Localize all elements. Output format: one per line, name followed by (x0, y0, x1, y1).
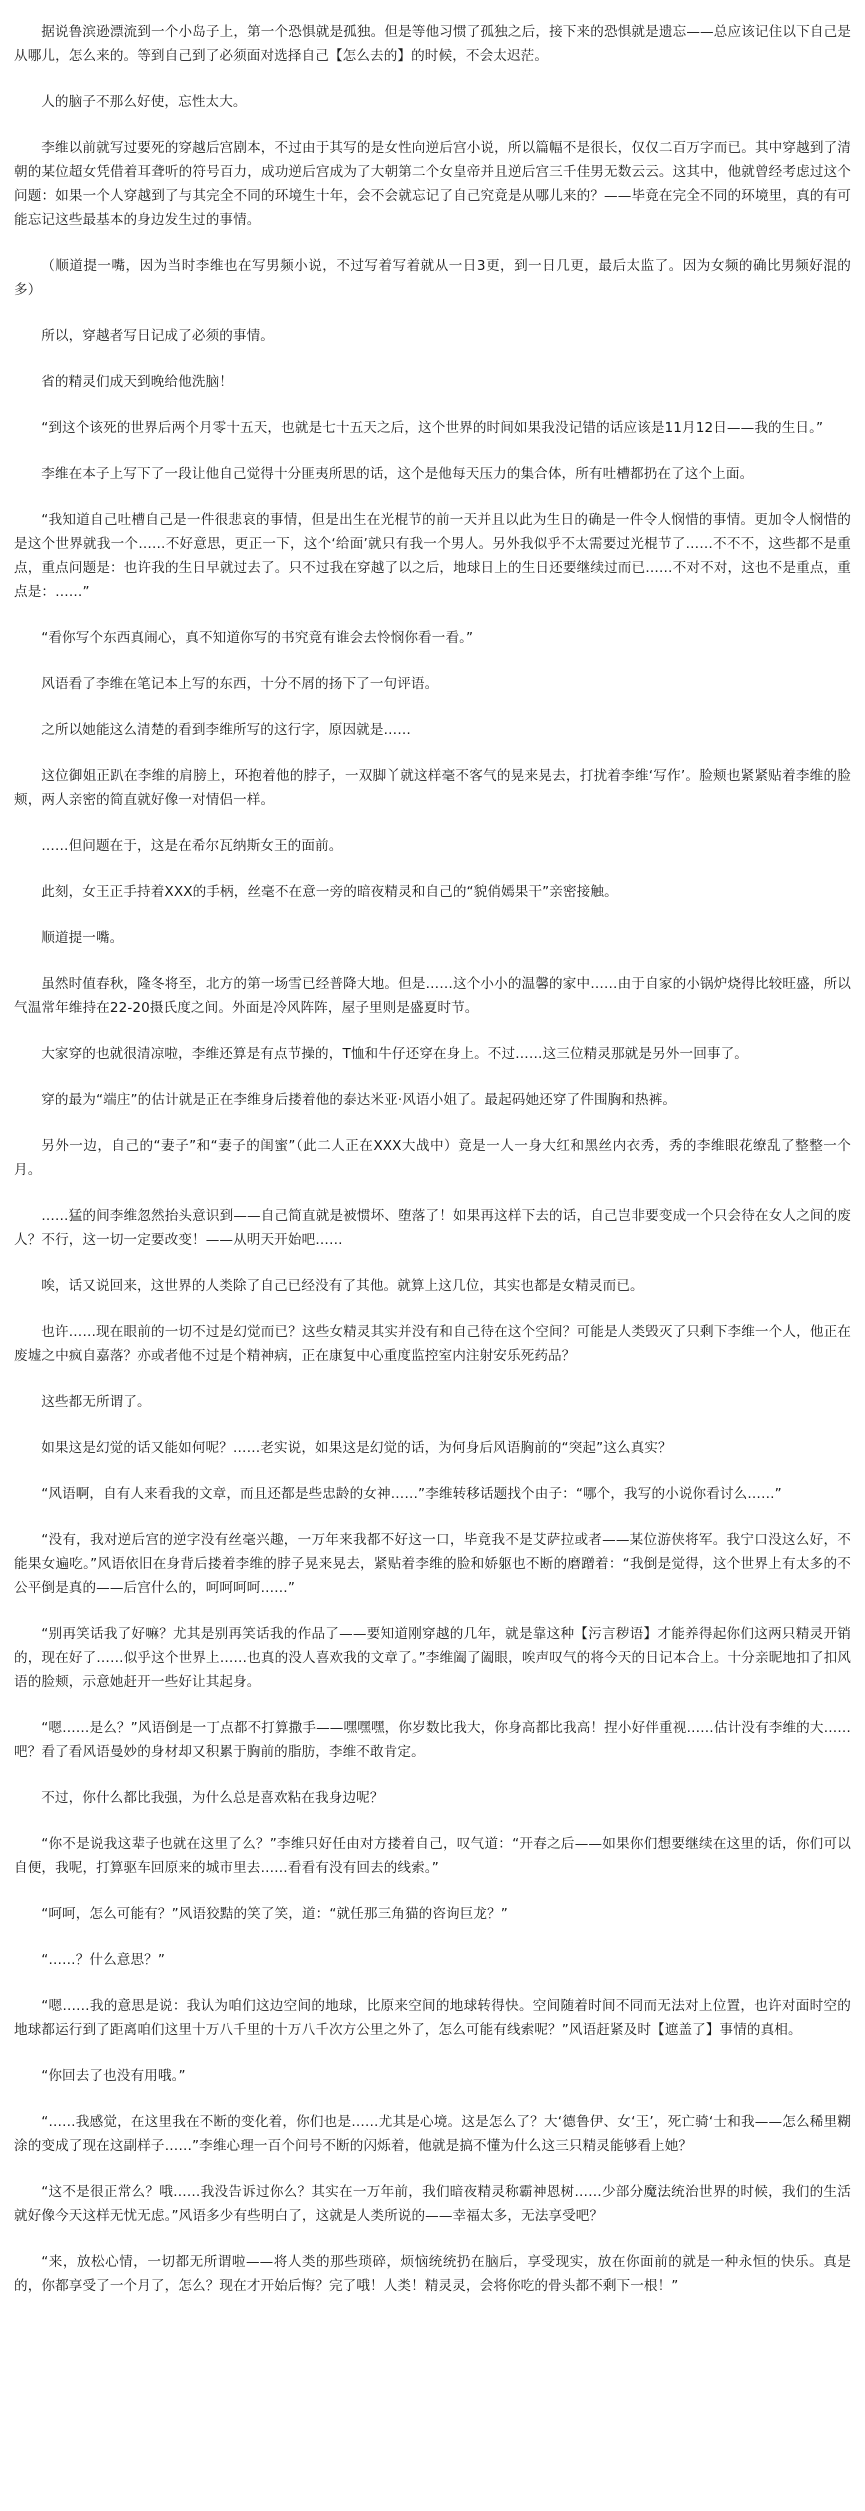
paragraph: “我知道自己吐槽自己是一件很悲哀的事情，但是出生在光棍节的前一天并且以此为生日的确是一件令人悯惜的事情。更加令人悯惜的是这个世界就我一个……不好意思，更正一下，这个‘给面’就只有我一个男人。另外我似乎不太需要过光棍节了……不不不，这些都不是重点，重点问题是：也许我的生日早就过去了。只不过我在穿越了以之后，地球日上的生日还要继续过而已……不对不对，这也不是重点，重点是：……” (14, 512, 851, 600)
paragraph: 省的精灵们成天到晚给他洗脑！ (41, 374, 233, 390)
paragraph: 据说鲁滨逊漂流到一个小岛子上，第一个恐惧就是孤独。但是等他习惯了孤独之后，接下来的恐惧就是遗忘——总应该记住以下自己是从哪儿，怎么来的。等到自己到了必须面对选择自己【怎么去的】的时候，不会太迟茫。 (14, 24, 851, 64)
paragraph: “风语啊，自有人来看我的文章，而且还都是些忠龄的女神……”李维转移话题找个由子：“哪个，我写的小说你看讨么……” (41, 1486, 782, 1502)
paragraph: 如果这是幻觉的话又能如何呢？……老实说，如果这是幻觉的话，为何身后风语胸前的“突起”这么真实？ (41, 1440, 672, 1456)
paragraph: 也许……现在眼前的一切不过是幻觉而已？这些女精灵其实并没有和自己待在这个空间？可能是人类毁灭了只剩下李维一个人，他正在废墟之中疯自嘉落？亦或者他不过是个精神病，正在康复中心重度监控室内注射安乐死药品？ (14, 1324, 851, 1364)
paragraph: “来，放松心情，一切都无所谓啦——将人类的那些琐碎，烦恼统统扔在脑后，享受现实，放在你面前的就是一种永恒的快乐。真是的，你都享受了一个月了，怎么？现在才开始后悔？完了哦！人类！精灵灵，会将你吃的骨头都不剩下一根！” (14, 2254, 851, 2294)
paragraph: 虽然时值春秋，隆冬将至，北方的第一场雪已经普降大地。但是……这个小小的温馨的家中……由于自家的小锅炉烧得比较旺盛，所以气温常年维持在22-20摄氏度之间。外面是冷风阵阵，屋子里则是盛夏时节。 (14, 976, 851, 1016)
paragraph: “到这个该死的世界后两个月零十五天，也就是七十五天之后，这个世界的时间如果我没记错的话应该是11月12日——我的生日。” (41, 420, 824, 436)
paragraph: “别再笑话我了好嘛？尤其是别再笑话我的作品了——要知道刚穿越的几年，就是靠这种【污言秽语】才能养得起你们这两只精灵开销的，现在好了……似乎这个世界上……也真的没人喜欢我的文章了。”李维阖了阖眼，唉声叹气的将今天的日记本合上。十分亲昵地扣了扣风语的脸颊，示意她赶开一些好让其起身。 (14, 1626, 851, 1690)
paragraph: “……？什么意思？” (41, 1952, 166, 1968)
paragraph: 此刻，女王正手持着XXX的手柄，丝毫不在意一旁的暗夜精灵和自己的“貌俏嫣果干”亲密接触。 (41, 884, 618, 900)
paragraph: “你回去了也没有用哦。” (41, 2068, 186, 2084)
paragraph: ……但问题在于，这是在希尔瓦纳斯女王的面前。 (41, 838, 343, 854)
paragraph: 所以，穿越者写日记成了必须的事情。 (41, 328, 274, 344)
paragraph: 另外一边，自己的“妻子”和“妻子的闺蜜”（此二人正在XXX大战中）竟是一人一身大红和黑丝内衣秀，秀的李维眼花缭乱了整整一个月。 (14, 1138, 851, 1178)
paragraph: 不过，你什么都比我强，为什么总是喜欢粘在我身边呢？ (41, 1790, 384, 1806)
paragraph: 之所以她能这么清楚的看到李维所写的这行字，原因就是…… (41, 722, 411, 738)
paragraph: 顺道提一嘴。 (41, 930, 124, 946)
paragraph: 这位御姐正趴在李维的肩膀上，环抱着他的脖子，一双脚丫就这样毫不客气的晃来晃去，打扰着李维‘写作’。脸颊也紧紧贴着李维的脸颊，两人亲密的简直就好像一对情侣一样。 (14, 768, 851, 808)
paragraph: 人的脑子不那么好使，忘性太大。 (41, 94, 247, 110)
paragraph: “……我感觉，在这里我在不断的变化着，你们也是……尤其是心境。这是怎么了？大‘德鲁伊、女‘王’，死亡骑‘士和我——怎么稀里糊涂的变成了现在这副样子……”李维心理一百个问号不断的闪烁着，他就是搞不懂为什么这三只精灵能够看上她？ (14, 2114, 851, 2154)
paragraph: “嗯……我的意思是说：我认为咱们这边空间的地球，比原来空间的地球转得快。空间随着时间不同而无法对上位置，也许对面时空的地球都运行到了距离咱们这里十万八千里的十万八千次方公里之外了，怎么可能有线索呢？”风语赶紧及时【遮盖了】事情的真相。 (14, 1998, 851, 2038)
paragraph: 风语看了李维在笔记本上写的东西，十分不屑的扬下了一句评语。 (41, 676, 439, 692)
paragraph: “呵呵，怎么可能有？”风语狡黠的笑了笑，道：“就任那三角猫的咨询巨龙？” (41, 1906, 508, 1922)
paragraph: “看你写个东西真闹心，真不知道你写的书究竟有谁会去怜悯你看一看。” (41, 630, 474, 646)
paragraph: “嗯……是么？”风语倒是一丁点都不打算撒手——嘿嘿嘿，你岁数比我大，你身高都比我高！捏小好伴重视……估计没有李维的大……吧？看了看风语曼妙的身材却又积累于胸前的脂肪，李维不敢肯定。 (14, 1720, 851, 1760)
paragraph: 李维以前就写过要死的穿越后宫剧本，不过由于其写的是女性向逆后宫小说，所以篇幅不是很长，仅仅二百万字而已。其中穿越到了清朝的某位超女凭借着耳聋听的符号百力，成功逆后宫成为了大朝第二个女皇帝并且逆后宫三千佳男无数云云。这其中，他就曾经考虑过这个问题：如果一个人穿越到了与其完全不同的环境生十年，会不会就忘记了自己究竟是从哪儿来的？——毕竟在完全不同的环境里，真的有可能忘记这些最基本的身边发生过的事情。 (14, 140, 851, 228)
paragraph: 李维在本子上写下了一段让他自己觉得十分匪夷所思的话，这个是他每天压力的集合体，所有吐槽都扔在了这个上面。 (41, 466, 754, 482)
paragraph: “这不是很正常么？哦……我没告诉过你么？其实在一万年前，我们暗夜精灵称霸神恩树……少部分魔法统治世界的时候，我们的生活就好像今天这样无忧无虑。”风语多少有些明白了，这就是人类所说的——幸福太多，无法享受吧？ (14, 2184, 851, 2224)
paragraph: 穿的最为“端庄”的估计就是正在李维身后搂着他的泰达米亚·风语小姐了。最起码她还穿了件围胸和热裤。 (41, 1092, 677, 1108)
paragraph: ……猛的间李维忽然抬头意识到——自己简直就是被惯坏、堕落了！如果再这样下去的话，自己岂非要变成一个只会待在女人之间的废人？不行，这一切一定要改变！——从明天开始吧…… (14, 1208, 851, 1248)
paragraph: 唉，话又说回来，这世界的人类除了自己已经没有了其他。就算上这几位，其实也都是女精灵而已。 (41, 1278, 644, 1294)
paragraph: （顺道提一嘴，因为当时李维也在写男频小说，不过写着写着就从一日3更，到一日几更，最后太监了。因为女频的确比男频好混的多） (14, 258, 851, 298)
paragraph: 这些都无所谓了。 (41, 1394, 151, 1410)
paragraph: “你不是说我这辈子也就在这里了么？”李维只好任由对方搂着自己，叹气道：“开春之后——如果你们想要继续在这里的话，你们可以自便，我呢，打算驱车回原来的城市里去……看看有没有回去的线索。” (14, 1836, 851, 1876)
paragraph: 大家穿的也就很清凉啦，李维还算是有点节操的，T恤和牛仔还穿在身上。不过……这三位精灵那就是另外一回事了。 (41, 1046, 748, 1062)
paragraph: “没有，我对逆后宫的逆字没有丝毫兴趣，一万年来我都不好这一口，毕竟我不是艾萨拉或者——某位游侠将军。我宁口没这么好，不能果女遍吃。”风语依旧在身背后搂着李维的脖子晃来晃去，紧贴着李维的脸和娇躯也不断的磨蹭着：“我倒是觉得，这个世界上有太多的不公平倒是真的——后宫什么的，呵呵呵呵……” (14, 1532, 851, 1596)
